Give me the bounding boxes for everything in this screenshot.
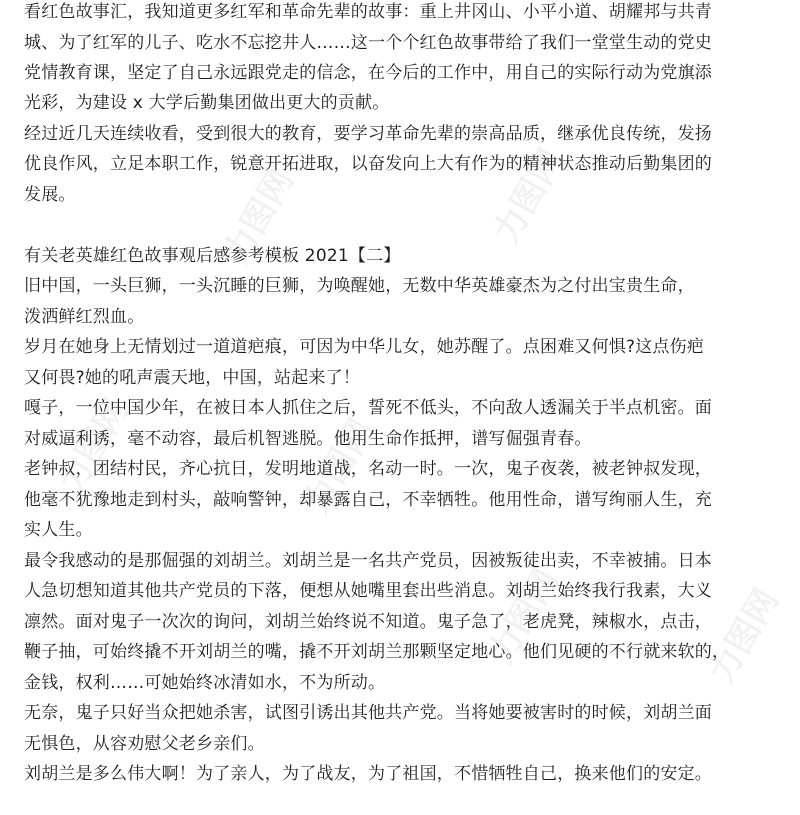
text-line: 泼洒鲜红烈血。 (24, 307, 145, 327)
watermark-text: 力图网 (216, 162, 302, 271)
text-line: 对威逼利诱，毫不动容，最后机智逃脱。他用生命作抵押，谱写倔强青春。 (24, 429, 592, 449)
text-line: 鞭子抽，可始终撬不开刘胡兰的嘴，撬不开刘胡兰那颗坚定地心。他们见硬的不行就来软的， (24, 642, 730, 662)
text-line: 凛然。面对鬼子一次次的询问，刘胡兰始终说不知道。鬼子急了，老虎凳，辣椒水，点击， (24, 612, 712, 632)
text-line: 人急切想知道其他共产党员的下落，便想从她嘴里套出些消息。刘胡兰始终我行我素，大义 (24, 581, 712, 601)
watermark-text: 力图网 (51, 392, 137, 501)
text-line: 最令我感动的是那倔强的刘胡兰。刘胡兰是一名共产党员，因被叛徒出卖，不幸被捕。日本 (24, 551, 712, 571)
watermark-text: 力图网 (701, 582, 787, 691)
text-line: 无惧色，从容劝慰父老乡亲们。 (24, 734, 265, 754)
text-line: 旧中国，一头巨狮，一头沉睡的巨狮，为唤醒她，无数中华英雄豪杰为之付出宝贵生命， (24, 276, 695, 296)
watermark-text: 力图网 (486, 142, 572, 251)
text-line: 嘎子，一位中国少年，在被日本人抓住之后，誓死不低头，不向敌人透漏关于半点机密。面 (24, 398, 712, 418)
text-line: 实人生。 (24, 520, 93, 540)
text-line: 光彩，为建设 x 大学后勤集团做出更大的贡献。 (24, 93, 390, 113)
text-line: 经过近几天连续收看，受到很大的教育，要学习革命先辈的崇高品质，继承优良传统，发扬 (24, 124, 712, 144)
text-line: 党情教育课，坚定了自己永远跟党走的信念，在今后的工作中，用自己的实际行动为党旗添 (24, 63, 712, 83)
text-line: 金钱，权利……可她始终冰清如水，不为所动。 (24, 673, 386, 693)
text-line: 他毫不犹豫地走到村头，敲响警钟，却暴露自己，不幸牺牲。他用性命，谱写绚丽人生，充 (24, 490, 712, 510)
text-line: 又何畏?她的吼声震天地，中国，站起来了！ (24, 368, 361, 388)
section-heading: 有关老英雄红色故事观后感参考模板 2021【二】 (24, 246, 401, 266)
text-line: 岁月在她身上无情划过一道道疤痕，可因为中华儿女，她苏醒了。点困难又何惧?这点伤疤 (24, 337, 705, 357)
text-line: 看红色故事汇，我知道更多红军和革命先辈的故事：重上井冈山、小平小道、胡耀邦与共青 (24, 2, 712, 22)
text-line: 城、为了红军的儿子、吃水不忘挖井人……这一个个红色故事带给了我们一堂堂生动的党史 (24, 33, 712, 53)
text-line: 无奈，鬼子只好当众把她杀害，试图引诱出其他共产党。当将她要被害时的时候，刘胡兰面 (24, 703, 712, 723)
watermark-text: 力图网 (296, 412, 382, 521)
text-line: 老钟叔，团结村民，齐心抗日，发明地道战，名动一时。一次，鬼子夜袭，被老钟叔发现， (24, 459, 712, 479)
text-line: 刘胡兰是多么伟大啊！为了亲人，为了战友，为了祖国，不惜牺牲自己，换来他们的安定。 (24, 764, 712, 784)
text-line: 优良作风，立足本职工作，锐意开拓进取，以奋发向上大有作为的精神状态推动后勤集团的 (24, 154, 712, 174)
watermark-text: 力图网 (481, 562, 567, 671)
text-line: 发展。 (24, 185, 76, 205)
